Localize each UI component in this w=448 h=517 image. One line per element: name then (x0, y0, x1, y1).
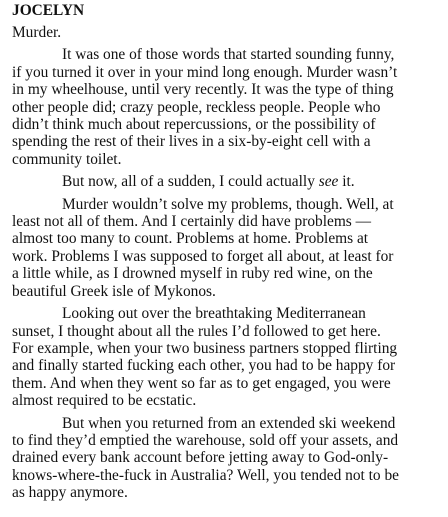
paragraph-4 (12, 305, 440, 409)
paragraph-line: them. And when they went so far as to get engaged, you were (12, 374, 391, 392)
paragraph-line: beautiful Greek isle of Mykonos. (12, 282, 216, 300)
paragraph-line: It was one of those words that started sounding funny, (62, 46, 395, 64)
paragraph-line: community toilet. (12, 150, 122, 168)
paragraph-line: knows-where-the-fuck in Australia? Well, you tended not to be (12, 466, 399, 484)
paragraph-line: other people did; crazy people, reckless people. People who (12, 98, 381, 116)
paragraph-line: didn’t think much about repercussions, or the possibility of (12, 116, 376, 134)
paragraph-line: almost too many to count. Problems at home. Problems at (12, 230, 369, 248)
paragraph-line: work. Problems I was supposed to forget all about, at least for (12, 247, 394, 265)
paragraph-line: in my wheelhouse, until very recently. It was the type of thing (12, 81, 394, 99)
paragraph-line: least not all of them. And I certainly did have problems — (12, 213, 372, 231)
paragraph-line: Murder wouldn’t solve my problems, though. Well, at (62, 195, 394, 213)
paragraph-3 (12, 196, 440, 300)
chapter-heading: JOCELYN (12, 2, 85, 19)
opening-line: Murder. (12, 24, 62, 41)
paragraph-line: if you turned it over in your mind long enough. Murder wasn’t (12, 63, 398, 81)
paragraph-line: almost required to be ecstatic. (12, 392, 197, 410)
paragraph-line: spending the rest of their lives in a six-by-eight cell with a (12, 133, 371, 151)
text-run: But now, all of a sudden, I could actually (62, 173, 319, 191)
paragraph-line: Looking out over the breathtaking Mediterranean (62, 305, 366, 323)
paragraph-line: sunset, I thought about all the rules I’d followed to get here. (12, 322, 381, 340)
paragraph-line: drained every bank account before jetting away to God-only- (12, 449, 389, 467)
paragraph-1 (12, 46, 440, 168)
paragraph-line: For example, when your two business partners stopped flirting (12, 339, 398, 357)
paragraph-line: to find they’d emptied the warehouse, sold off your assets, and (12, 431, 399, 449)
paragraph-line: But when you returned from an extended ski weekend (62, 414, 396, 432)
book-page (12, 2, 440, 502)
paragraph-line: as happy anymore. (12, 484, 128, 502)
paragraph-line: and finally started fucking each other, you had to be happy for (12, 357, 396, 375)
paragraph-5 (12, 415, 440, 502)
emphasis-text: see (318, 173, 339, 191)
paragraph-2 (12, 173, 440, 190)
paragraph-line: a little while, as I drowned myself in ruby red wine, on the (12, 265, 373, 283)
paragraph-line (12, 173, 440, 190)
text-run: it. (338, 173, 355, 191)
